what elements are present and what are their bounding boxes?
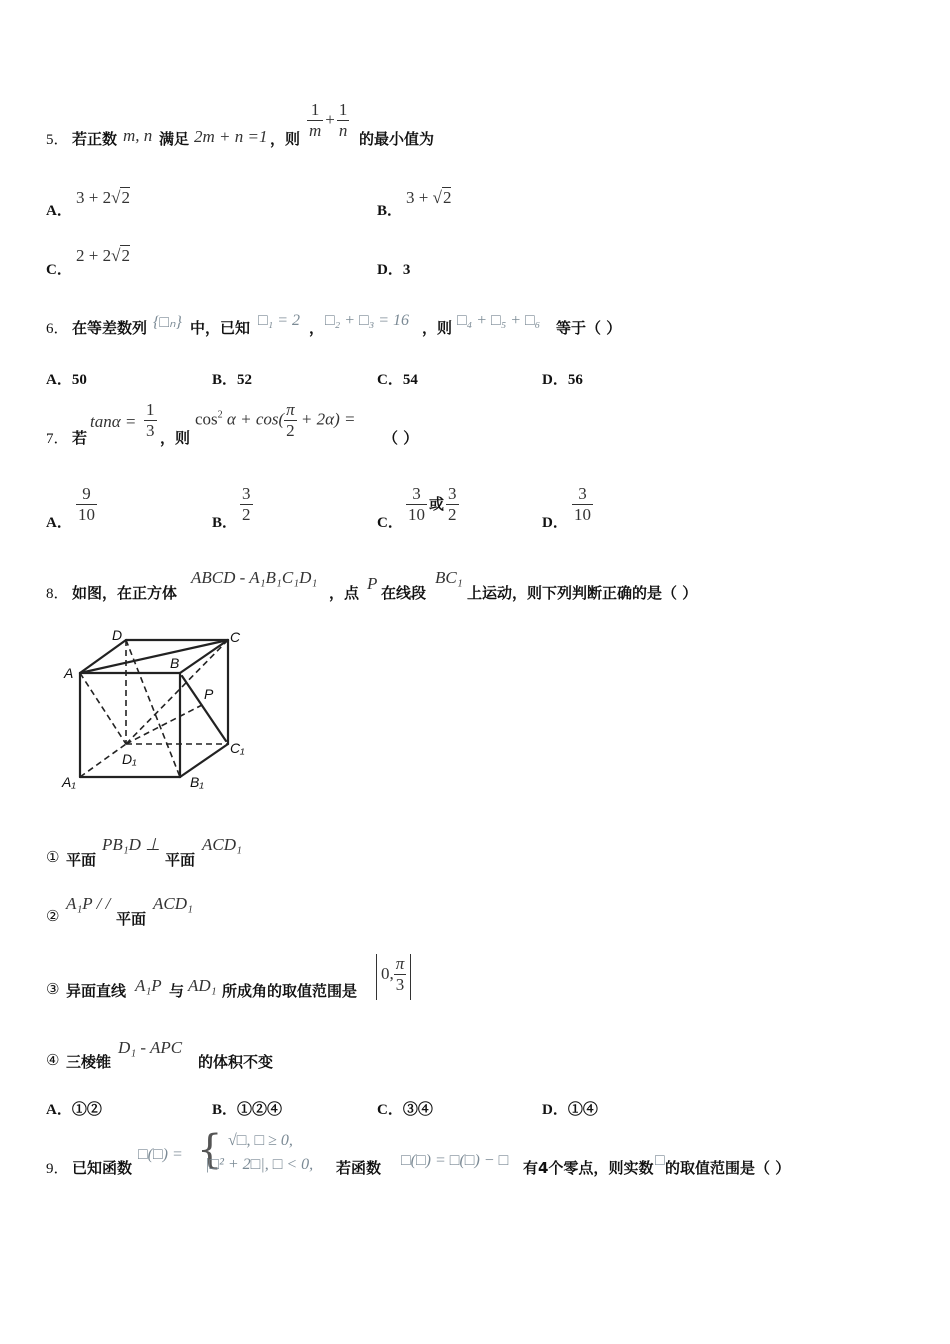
q6-option-a[interactable]: A．50: [46, 372, 87, 388]
label-A1: A₁: [62, 774, 76, 790]
q8-text-3: 在线段: [381, 584, 427, 602]
q5-option-d[interactable]: D．3: [377, 262, 411, 278]
q9-case-1: √□, □ ≥ 0,: [228, 1132, 293, 1149]
edge-A1D1-hidden: [80, 744, 126, 777]
q8-s2-mark: ②: [46, 907, 60, 925]
q9-text-3: 有4个零点，则实数: [523, 1159, 654, 1177]
diag-AD1-hidden: [80, 673, 126, 744]
q8-s3-text-1: 异面直线: [66, 982, 127, 1000]
q8-s3-mark: ③: [46, 980, 60, 998]
q5-expression: [307, 100, 349, 140]
q6-comma: ，: [309, 319, 325, 337]
q8-number: 8．: [46, 586, 69, 602]
q6-option-d[interactable]: D．56: [542, 372, 583, 388]
q8-s4-text-1: 三棱锥: [66, 1053, 112, 1071]
q9-brace: {: [197, 1127, 223, 1173]
q5-text-2: 满足: [159, 130, 190, 148]
q5-option-a-value: 3 + 2√2: [76, 188, 130, 207]
q8-s2-math-2: ACD₁: [153, 894, 193, 913]
q7-option-c-label[interactable]: C．: [377, 515, 403, 531]
q8-option-c[interactable]: C．③④: [377, 1102, 433, 1118]
q9-text-2: 若函数: [336, 1159, 382, 1177]
q8-s1-math-2: ACD₁: [202, 835, 242, 854]
q8-s1-text-1: 平面: [66, 851, 97, 869]
q5-frac-2: $\frac{1}{n}$: [338, 100, 348, 140]
q6-text-4: 等于（ ）: [556, 319, 622, 337]
q5-math-constraint: 2m + n =1: [194, 127, 268, 146]
q8-s1-mark: ①: [46, 848, 60, 866]
label-A: A: [64, 665, 74, 681]
q6-option-c[interactable]: C．54: [377, 372, 418, 388]
q8-option-a[interactable]: A．①②: [46, 1102, 102, 1118]
q9-number: 9．: [46, 1161, 69, 1177]
q7-option-a-label[interactable]: A．: [46, 515, 72, 531]
label-B1: B₁: [190, 774, 204, 790]
q8-s3-math-2: AD₁: [188, 976, 217, 995]
q6-expr: □₄ + □₅ + □₆: [457, 312, 541, 329]
q6-option-b[interactable]: B．52: [212, 372, 253, 388]
q5-frac-1: $\frac{1}{m}$: [309, 100, 322, 140]
q7-expression: $\cos^2 \alpha + \cos$( $\frac{\pi}{2}$ + 2α) =: [195, 400, 356, 440]
label-B: B: [170, 655, 180, 671]
q7-number: 7．: [46, 431, 69, 447]
q9-text-4: 的取值范围是（ ）: [665, 1159, 791, 1177]
q8-s4-text-2: 的体积不变: [198, 1053, 274, 1071]
edge-B1C1: [180, 744, 228, 777]
q6-text-1: 在等差数列: [72, 319, 148, 337]
q8-s3-math-1: A₁P: [135, 976, 162, 995]
q7-option-c-value: $\frac{3}{10}$ 或 $\frac{3}{2}$: [408, 484, 457, 524]
q6-number: 6．: [46, 321, 69, 337]
q6-text-3: ，则: [422, 319, 453, 337]
q9-function-f: □(□) =: [138, 1146, 183, 1163]
q5-option-b-value: 3 + √2: [406, 188, 452, 207]
q8-s3-interval: 0, $\frac{\pi}{3}$: [376, 954, 411, 1000]
q7-option-a-value: $\frac{9}{10}$: [78, 484, 95, 524]
q5-option-c-label[interactable]: C．: [46, 262, 72, 278]
q6-eq-2: □₂ + □₃ = 16: [325, 312, 410, 329]
q7-option-d-label[interactable]: D．: [542, 515, 568, 531]
q8-cube: ABCD - A₁B₁C₁D₁: [191, 568, 318, 587]
q5-option-c-value: 2 + 2√2: [76, 246, 130, 265]
cube-figure: [44, 626, 254, 796]
q8-s4-mark: ④: [46, 1051, 60, 1069]
q8-s3-text-2: 与: [169, 982, 185, 1000]
label-D: D: [112, 627, 123, 643]
q5-option-b-label[interactable]: B．: [377, 203, 403, 219]
q8-option-d[interactable]: D．①④: [542, 1102, 598, 1118]
q5-text-3: ，则: [270, 130, 301, 148]
q8-text-1: 如图，在正方体: [72, 584, 178, 602]
q8-s4-math: D₁ - APC: [118, 1038, 183, 1057]
label-C1: C₁: [230, 740, 245, 756]
q5-text-1: 若正数: [72, 130, 118, 148]
q9-case-2: |□² + 2□|, □ < 0,: [205, 1156, 314, 1173]
q7-option-b-value: $\frac{3}{2}$: [242, 484, 251, 524]
q6-text-2: 中，已知: [190, 319, 251, 337]
label-P: P: [204, 686, 214, 702]
q8-segment: BC₁: [435, 568, 463, 587]
label-C: C: [230, 629, 241, 645]
q9-function-g: □(□) = □(□) − □: [401, 1152, 509, 1169]
q7-text-2: ，则: [160, 429, 191, 447]
q9-param-k: □: [655, 1152, 665, 1169]
q5-option-a-label[interactable]: A．: [46, 203, 72, 219]
q8-s1-math-1: PB₁D ⊥: [102, 835, 161, 854]
q9-text-1: 已知函数: [72, 1159, 133, 1177]
q7-frac-1-3: $\frac{1}{3}$: [146, 400, 155, 440]
q8-s2-math-1: A₁P / /: [66, 894, 111, 913]
q8-text-2: ，点: [329, 584, 360, 602]
q5-math-mn: m, n: [123, 126, 153, 145]
q6-sequence: {□ₙ}: [153, 314, 182, 331]
q7-text-1: 若: [72, 429, 88, 447]
q8-point-p: P: [367, 574, 378, 593]
label-D1: D₁: [122, 751, 137, 767]
q5-plus: +: [325, 109, 335, 129]
q5-number: 5．: [46, 132, 69, 148]
q7-tan: tanα =: [90, 412, 137, 431]
q7-option-d-value: $\frac{3}{10}$: [574, 484, 591, 524]
q5-text-4: 的最小值为: [359, 130, 435, 148]
q7-option-b-label[interactable]: B．: [212, 515, 238, 531]
q8-s1-text-2: 平面: [165, 851, 196, 869]
q8-s2-text-1: 平面: [116, 910, 147, 928]
q7-text-3: （ ）: [383, 429, 419, 447]
q8-option-b[interactable]: B．①②④: [212, 1102, 283, 1118]
q6-eq-1: □₁ = 2: [258, 312, 301, 329]
q8-text-4: 上运动，则下列判断正确的是（ ）: [467, 584, 698, 602]
q8-s3-text-3: 所成角的取值范围是: [222, 982, 358, 1000]
